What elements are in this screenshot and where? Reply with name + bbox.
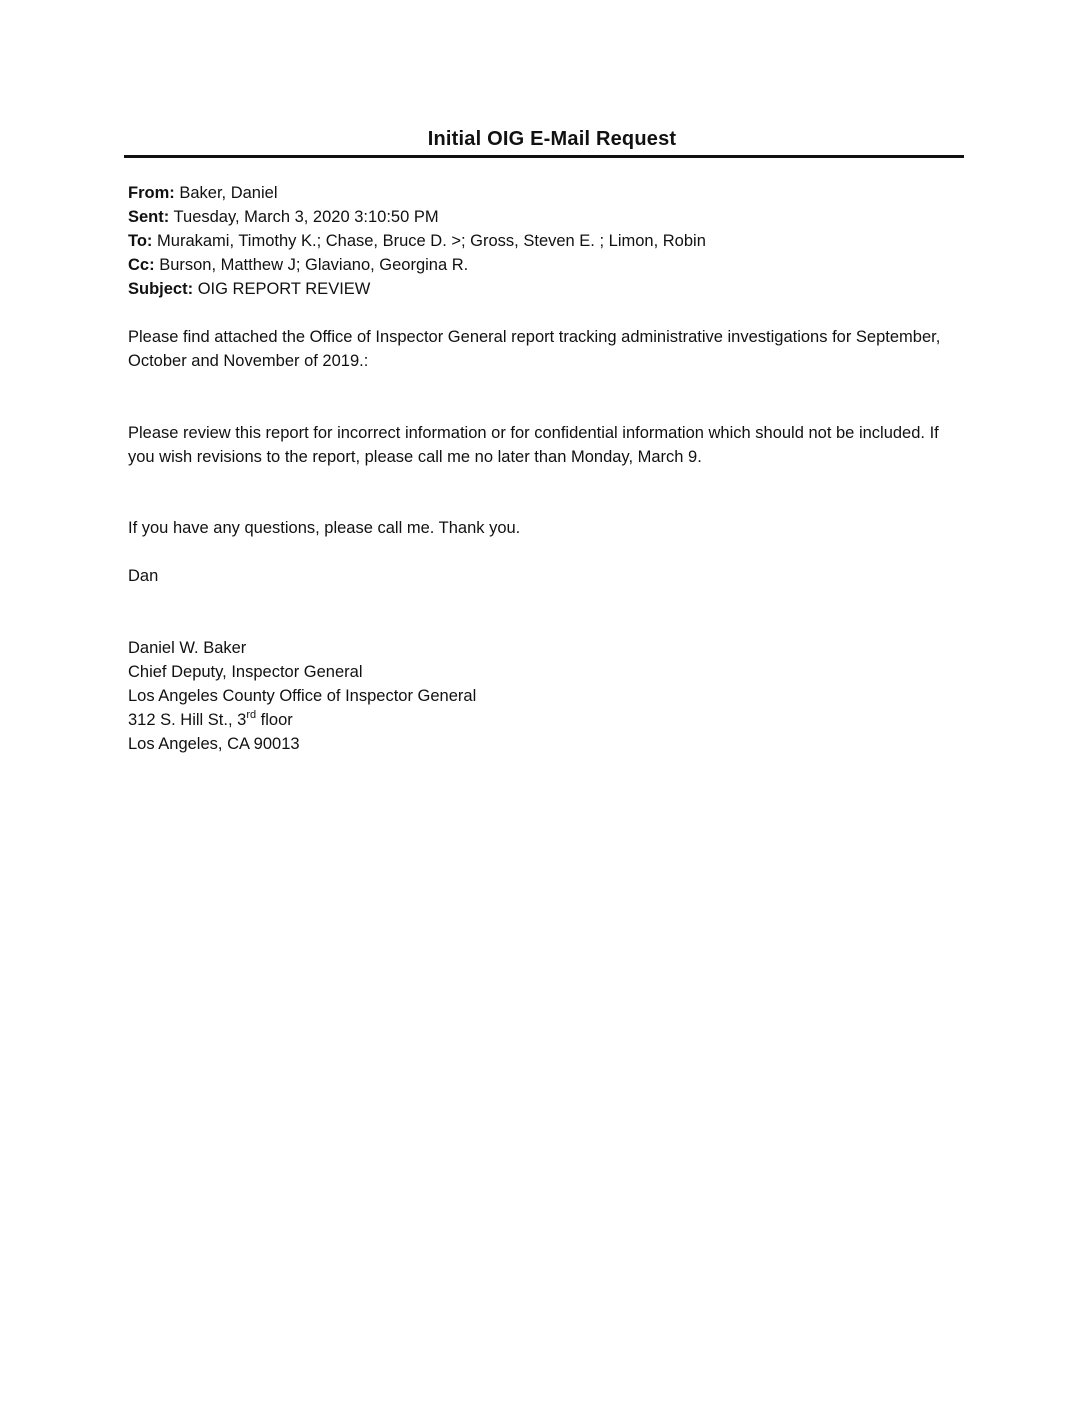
title-underline (124, 155, 964, 158)
subject-value: OIG REPORT REVIEW (197, 280, 371, 298)
body-paragraph-review: Please review this report for incorrect information or for confidential information which should not be included. If you wish revisions to the report, please call me no later than Monday, March 9. (128, 424, 939, 466)
address-floor: floor (256, 711, 293, 729)
signature-city: Los Angeles, CA 90013 (128, 735, 300, 753)
signature-block (128, 636, 958, 756)
body-paragraph-attachment: Please find attached the Office of Inspector General report tracking administrative investigations for September, October and November of 2019.: (128, 328, 941, 370)
to-value: Murakami, Timothy K.; Chase, Bruce D. >; Gross, Steven E. ; Limon, Robin (157, 232, 706, 250)
sent-line (128, 205, 958, 229)
cc-line (128, 253, 958, 277)
to-line (128, 229, 958, 253)
sent-value: Tuesday, March 3, 2020 3:10:50 PM (173, 208, 439, 226)
body-paragraph-questions: If you have any questions, please call me. Thank you. (128, 519, 521, 537)
sent-label: Sent: (128, 208, 170, 226)
to-label: To: (128, 232, 153, 250)
signature-organization: Los Angeles County Office of Inspector General (128, 687, 477, 705)
from-line (128, 181, 958, 205)
signature-address (128, 708, 958, 732)
cc-value: Burson, Matthew J; Glaviano, Georgina R. (159, 256, 469, 274)
address-street: 312 S. Hill St., 3 (128, 711, 247, 729)
signature-position: Chief Deputy, Inspector General (128, 663, 363, 681)
signature-name: Daniel W. Baker (128, 639, 247, 657)
from-label: From: (128, 184, 175, 202)
subject-line (128, 277, 958, 301)
subject-label: Subject: (128, 280, 194, 298)
email-header (128, 181, 958, 301)
document-title: Initial OIG E-Mail Request (427, 128, 677, 150)
from-value: Baker, Daniel (179, 184, 278, 202)
address-ordinal-suffix: rd (246, 709, 257, 721)
signoff: Dan (128, 567, 159, 585)
cc-label: Cc: (128, 256, 155, 274)
